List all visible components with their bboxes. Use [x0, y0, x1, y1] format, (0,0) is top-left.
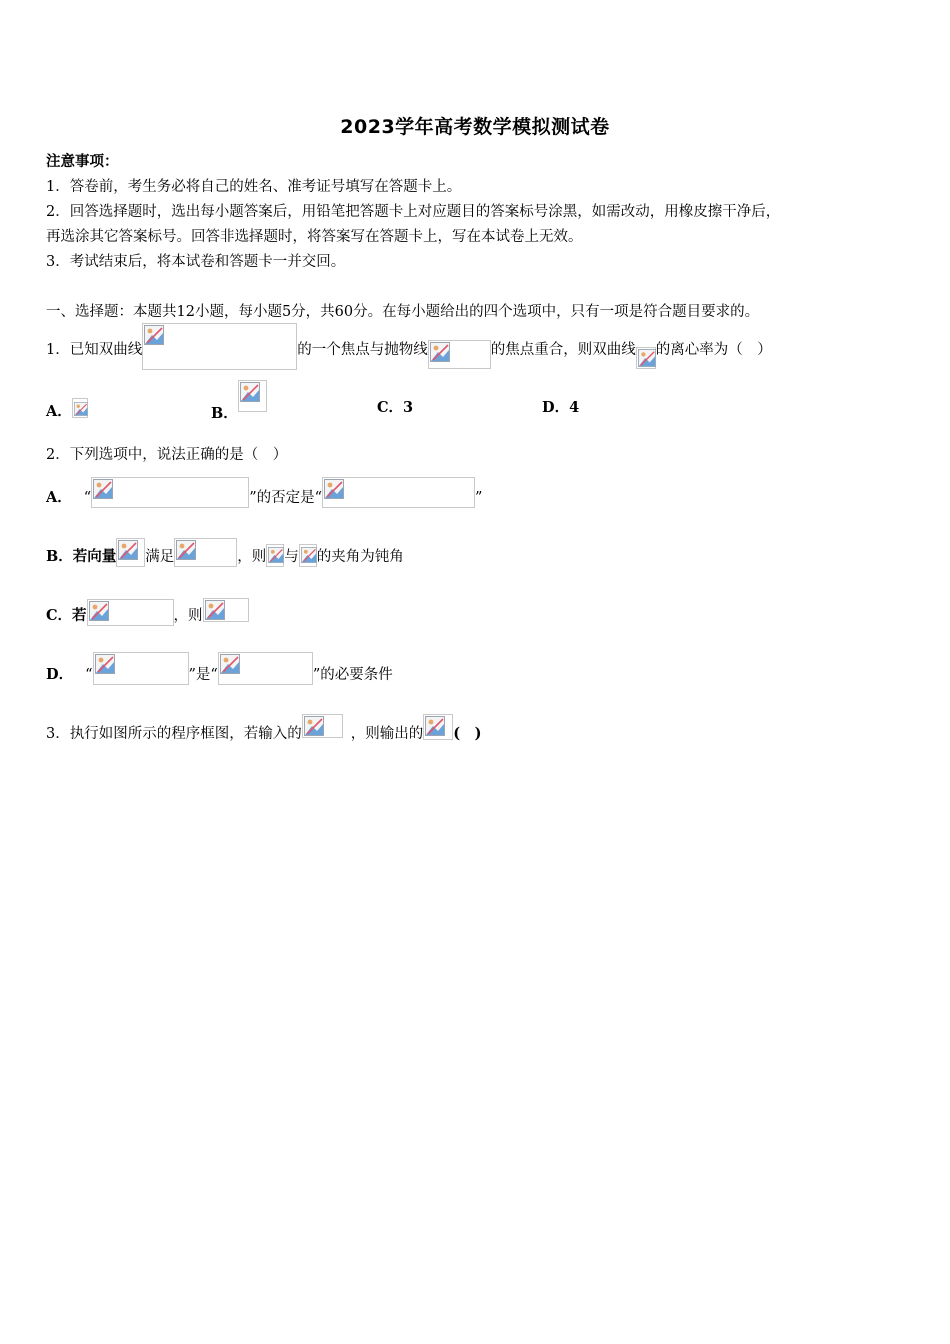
question-2-stem: 2．下列选项中，说法正确的是（ ） [46, 447, 288, 463]
q1-option-b: B． [211, 380, 267, 424]
formula-image [203, 598, 249, 622]
formula-image [266, 544, 284, 567]
formula-image [72, 398, 88, 418]
q1-text-4: 的离心率为（ ） [655, 342, 772, 358]
broken-image-icon [93, 479, 113, 499]
formula-image [428, 340, 491, 369]
formula-image [423, 714, 453, 740]
broken-image-icon [324, 479, 344, 499]
broken-image-icon [240, 382, 260, 402]
q2-option-a: A． “ ”的否定是“ ” [46, 474, 482, 508]
question-3: 3．执行如图所示的程序框图，若输入的 ，则输出的 ( ) [46, 710, 481, 744]
q2-option-d: D． “ ”是“ ”的必要条件 [46, 651, 393, 685]
broken-image-icon [301, 546, 317, 564]
broken-image-icon [638, 349, 656, 367]
broken-image-icon [304, 716, 324, 736]
formula-image [218, 652, 313, 685]
question-1 [46, 322, 772, 370]
q2-option-c: C．若 ，则 [46, 592, 249, 626]
formula-image [142, 323, 297, 370]
broken-image-icon [89, 601, 109, 621]
broken-image-icon [74, 400, 88, 418]
formula-image [302, 714, 343, 738]
formula-image [174, 538, 237, 567]
broken-image-icon [430, 342, 450, 362]
notice-item-2a: 2．回答选择题时，选出每小题答案后，用铅笔把答题卡上对应题目的答案标号涂黑，如需改动，用橡皮擦干净后， [46, 204, 781, 220]
notice-item-2b: 再选涂其它答案标号。回答非选择题时，将答案写在答题卡上，写在本试卷上无效。 [46, 229, 583, 245]
q2-option-b: B．若向量 满足 ，则 与 的夹角为钝角 [46, 533, 404, 567]
formula-image [91, 477, 249, 508]
broken-image-icon [144, 325, 164, 345]
formula-image [322, 477, 475, 508]
q1-option-a: A． [46, 398, 88, 422]
broken-image-icon [95, 654, 115, 674]
formula-image [116, 538, 145, 567]
broken-image-icon [118, 540, 138, 560]
q1-option-c: C．3 [377, 399, 414, 416]
broken-image-icon [176, 540, 196, 560]
formula-image [93, 652, 189, 685]
notice-heading: 注意事项： [46, 153, 119, 170]
formula-image [87, 599, 174, 626]
notice-item-3: 3．考试结束后，将本试卷和答题卡一并交回。 [46, 254, 346, 270]
formula-image [636, 347, 656, 369]
page-title: 2023学年高考数学模拟测试卷 [340, 116, 610, 138]
q1-text-1: 1．已知双曲线 [46, 342, 143, 358]
formula-image [238, 380, 267, 412]
broken-image-icon [205, 600, 225, 620]
broken-image-icon [268, 546, 284, 564]
notice-item-1: 1．答卷前，考生务必将自己的姓名、准考证号填写在答题卡上。 [46, 179, 462, 195]
q1-option-d: D．4 [542, 399, 580, 416]
q1-text-2: 的一个焦点与抛物线 [297, 342, 428, 358]
broken-image-icon [425, 716, 445, 736]
formula-image [299, 544, 317, 567]
section-heading: 一、选择题：本题共12小题，每小题5分，共60分。在每小题给出的四个选项中，只有一项是符合题目要求的。 [46, 304, 760, 320]
q1-text-3: 的焦点重合，则双曲线 [490, 342, 636, 358]
broken-image-icon [220, 654, 240, 674]
